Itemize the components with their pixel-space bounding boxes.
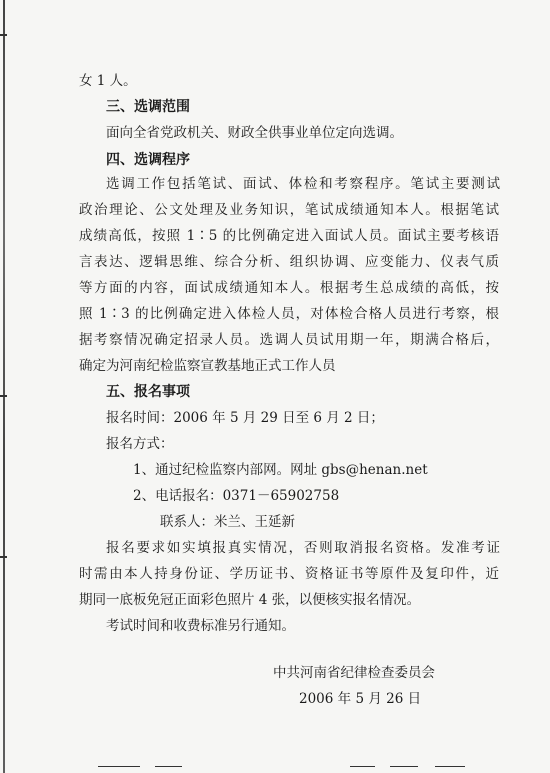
body-line: 等方面的内容，面试成绩通知本人。根据考生总成绩的高低，按	[79, 280, 499, 296]
registration-method-phone: 2、电话报名：0371－65902758	[133, 488, 340, 504]
body-line: 时需由本人持身份证、学历证书、资格证书等原件及复印件，近	[79, 566, 499, 582]
scan-edge-line	[3, 0, 5, 773]
footer-rule	[98, 766, 140, 767]
footer-rule	[390, 766, 418, 767]
body-line: 言表达、逻辑思维、综合分析、组织协调、应变能力、仪表气质	[79, 254, 499, 270]
registration-method-web: 1、通过纪检监察内部网。网址 gbs@henan.net	[133, 462, 428, 478]
body-line: 成绩高低，按照 1∶5 的比例确定进入面试人员。面试主要考核语	[79, 228, 499, 244]
footer-rule	[435, 766, 465, 767]
section-heading-procedure: 四、选调程序	[106, 152, 190, 168]
body-line: 确定为河南纪检监察宣教基地正式工作人员	[79, 358, 336, 374]
section-heading-registration: 五、报名事项	[106, 384, 190, 400]
body-line: 据考察情况确定招录人员。选调人员试用期一年，期满合格后，	[79, 332, 499, 348]
scan-edge-mark	[0, 395, 7, 397]
scan-edge-mark	[0, 34, 7, 36]
section-heading-scope: 三、选调范围	[106, 99, 190, 115]
body-line: 面向全省党政机关、财政全供事业单位定向选调。	[106, 125, 403, 141]
body-line: 政治理论、公文处理及业务知识，笔试成绩通知本人。根据笔试	[79, 202, 499, 218]
contact-persons: 联系人：米兰、王延新	[160, 514, 295, 530]
signature-date: 2006 年 5 月 26 日	[299, 691, 422, 707]
registration-time: 报名时间：2006 年 5 月 29 日至 6 月 2 日；	[106, 410, 384, 426]
body-line: 照 1∶3 的比例确定进入体检人员，对体检合格人员进行考察，根	[79, 306, 499, 322]
body-line: 期同一底板免冠正面彩色照片 4 张，以便核实报名情况。	[79, 592, 421, 608]
footer-rule	[155, 766, 182, 767]
body-line: 选调工作包括笔试、面试、体检和考察程序。笔试主要测试	[106, 176, 500, 192]
registration-method-label: 报名方式：	[106, 436, 174, 452]
scan-edge-mark	[0, 556, 7, 558]
body-line: 考试时间和收费标准另行通知。	[106, 618, 295, 634]
body-line: 报名要求如实填报真实情况，否则取消报名资格。发准考证	[106, 540, 500, 556]
footer-rule	[350, 766, 375, 767]
body-line: 女 1 人。	[79, 73, 137, 89]
signature-organization: 中共河南省纪律检查委员会	[273, 665, 435, 681]
